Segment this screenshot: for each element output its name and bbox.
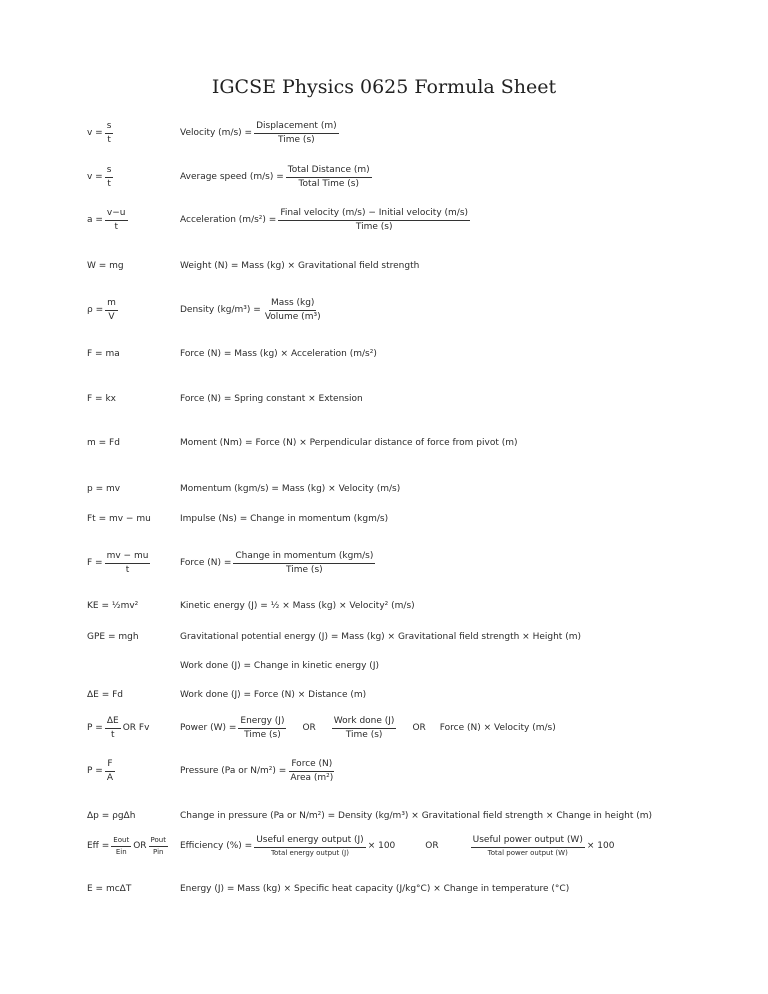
formula-symbol: v = $\frac{s}{t}$ (87, 165, 112, 189)
formula-row-velocity (0, 118, 768, 148)
fraction: $\frac{\text{Final velocity (m/s) − Initial velocity (m/s)}}{\text{Time (s)}}$ (280, 208, 469, 232)
formula-description: Gravitational potential energy (J) = Mass (kg) × Gravitational field strength × Height (m) (180, 632, 581, 642)
fraction: $\frac{s}{t}$ (106, 165, 112, 189)
formula-description: Pressure (Pa or N/m²) = $\frac{\text{Force (N)}}{\text{Area (m²)}}$ (180, 759, 334, 783)
formula-symbol: v = $\frac{s}{t}$ (87, 121, 112, 145)
formula-description: Momentum (kgm/s) = Mass (kg) × Velocity (m/s) (180, 484, 401, 494)
fraction: $\frac{\text{Useful energy output (J)}}{\text{Total energy output (J)}}$ (256, 835, 364, 857)
formula-row-weight (0, 256, 768, 276)
formula-symbol: Ft = mv − mu (87, 514, 151, 524)
formula-description: Average speed (m/s) = $\frac{\text{Total Distance (m)}}{\text{Total Time (s)}}$ (180, 165, 370, 189)
formula-symbol: p = mv (87, 484, 121, 494)
formula-row-kinetic-energy (0, 596, 768, 616)
formula-symbol: ρ = $\frac{m}{V}$ (87, 298, 116, 322)
page-title: IGCSE Physics 0625 Formula Sheet (211, 76, 557, 98)
formula-description: Force (N) = Mass (kg) × Acceleration (m/s²) (180, 349, 377, 359)
fraction: $\frac{\text{Energy (J)}}{\text{Time (s)}}$ (240, 716, 285, 740)
formula-symbol: GPE = mgh (87, 632, 139, 642)
fraction: $\frac{\text{Useful power output (W)}}{\text{Total power output (W)}}$ (472, 835, 583, 857)
fraction: $\frac{\text{Mass (kg)}}{\text{Volume (m³)}}$ (264, 298, 321, 322)
formula-description: Change in pressure (Pa or N/m²) = Density (kg/m³) × Gravitational field strength × Change in height (m) (180, 811, 653, 821)
formula-row-work-energy (0, 656, 768, 676)
fraction: $\frac{\Delta E}{t}$ (106, 716, 119, 740)
fraction: $\frac{\text{Displacement (m)}}{\text{Time (s)}}$ (256, 121, 337, 145)
fraction: $\frac{v-u}{t}$ (106, 208, 126, 232)
formula-row-acceleration (0, 205, 768, 235)
formula-description: Power (W) = $\frac{\text{Energy (J)}}{\text{Time (s)}}$ OR $\frac{\text{Work done (J)}}{\text{Time (s)}}$ OR Force (N) × Velocity (m/s) (180, 716, 556, 740)
formula-row-work-done (0, 685, 768, 705)
formula-row-power (0, 712, 768, 744)
formula-description: Force (N) = Spring constant × Extension (180, 394, 363, 404)
formula-description: Acceleration (m/s²) = $\frac{\text{Final velocity (m/s) − Initial velocity (m/s)}}{\text{Time (s)}}$ (180, 208, 469, 232)
formula-symbol: Eff = $\frac{\text{Eout}}{\text{Ein}}$ OR $\frac{\text{Pout}}{\text{Pin}}$ (87, 836, 166, 856)
formula-symbol: E = mcΔT (87, 884, 132, 894)
formula-description: Work done (J) = Change in kinetic energy (J) (180, 661, 379, 671)
fraction: $\frac{m}{V}$ (107, 298, 116, 322)
formula-row-pressure-change (0, 806, 768, 826)
formula-symbol: P = $\frac{F}{A}$ (87, 759, 114, 783)
formula-row-gpe (0, 627, 768, 647)
formula-row-density (0, 295, 768, 325)
fraction: $\frac{F}{A}$ (106, 759, 114, 783)
formula-description: Kinetic energy (J) = ½ × Mass (kg) × Velocity² (m/s) (180, 601, 415, 611)
formula-row-thermal-energy (0, 879, 768, 899)
formula-description: Energy (J) = Mass (kg) × Specific heat capacity (J/kg°C) × Change in temperature (°C) (180, 884, 570, 894)
fraction: $\frac{\text{Pout}}{\text{Pin}}$ (150, 836, 166, 856)
fraction: $\frac{\text{Total Distance (m)}}{\text{Total Time (s)}}$ (287, 165, 370, 189)
fraction: $\frac{\text{Eout}}{\text{Ein}}$ (113, 836, 130, 856)
formula-symbol: F = ma (87, 349, 120, 359)
formula-symbol: P = $\frac{\Delta E}{t}$ OR Fv (87, 716, 150, 740)
formula-symbol: KE = ½mv² (87, 601, 139, 611)
formula-symbol: a = $\frac{v-u}{t}$ (87, 208, 126, 232)
formula-symbol: W = mg (87, 261, 124, 271)
formula-description: Density (kg/m³) = $\frac{\text{Mass (kg)}}{\text{Volume (m³)}}$ (180, 298, 321, 322)
formula-symbol: F = $\frac{mv - mu}{t}$ (87, 551, 149, 575)
formula-symbol: F = kx (87, 394, 116, 404)
formula-description: Efficiency (%) = $\frac{\text{Useful energy output (J)}}{\text{Total energy output (J)}}$ × 100 OR $\frac{\text{Useful power output (W)}}{\text{Total power output (W)}}$ × 100 (180, 835, 615, 857)
formula-symbol: ΔE = Fd (87, 690, 123, 700)
formula-description: Weight (N) = Mass (kg) × Gravitational field strength (180, 261, 420, 271)
formula-row-efficiency (0, 830, 768, 862)
formula-row-momentum (0, 479, 768, 499)
formula-row-moment (0, 433, 768, 453)
formula-row-impulse (0, 509, 768, 529)
formula-row-spring (0, 389, 768, 409)
formula-row-average-speed (0, 162, 768, 192)
formula-description: Velocity (m/s) = $\frac{\text{Displacement (m)}}{\text{Time (s)}}$ (180, 121, 337, 145)
formula-description: Work done (J) = Force (N) × Distance (m) (180, 690, 367, 700)
formula-description: Moment (Nm) = Force (N) × Perpendicular distance of force from pivot (m) (180, 438, 518, 448)
fraction: $\frac{\text{Change in momentum (kgm/s)}}{\text{Time (s)}}$ (235, 551, 374, 575)
formula-row-pressure (0, 756, 768, 786)
fraction: $\frac{\text{Force (N)}}{\text{Area (m²)}}$ (290, 759, 334, 783)
fraction: $\frac{\text{Work done (J)}}{\text{Time (s)}}$ (333, 716, 395, 740)
formula-description: Force (N) = $\frac{\text{Change in momentum (kgm/s)}}{\text{Time (s)}}$ (180, 551, 374, 575)
formula-description: Impulse (Ns) = Change in momentum (kgm/s) (180, 514, 389, 524)
formula-symbol: m = Fd (87, 438, 120, 448)
formula-row-force-momentum (0, 548, 768, 578)
formula-symbol: Δp = ρgΔh (87, 811, 136, 821)
fraction: $\frac{s}{t}$ (106, 121, 112, 145)
fraction: $\frac{mv - mu}{t}$ (106, 551, 149, 575)
formula-row-force (0, 344, 768, 364)
